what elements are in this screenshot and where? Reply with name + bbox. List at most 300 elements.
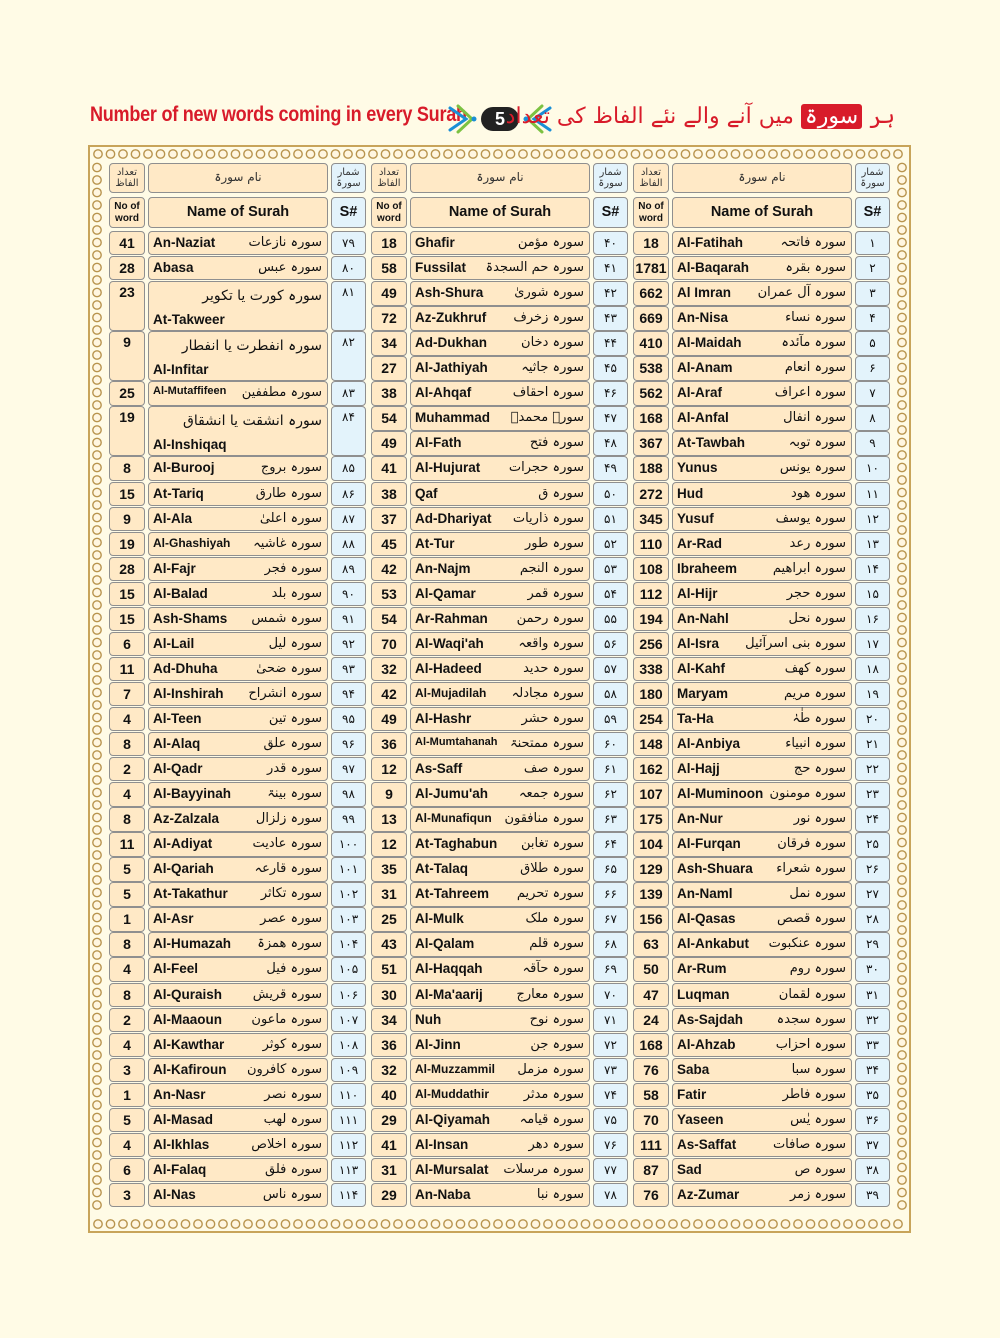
surah-number: ۹۶ <box>342 737 355 751</box>
word-count: 42 <box>381 560 397 577</box>
surah-name-cell <box>148 807 328 831</box>
word-count: 34 <box>381 335 397 352</box>
surah-number-cell <box>331 882 366 906</box>
word-count: 4 <box>123 1036 131 1053</box>
surah-number-cell <box>593 857 628 881</box>
surah-name-urdu: سورہ توبہ <box>788 435 846 451</box>
border-dot <box>93 663 101 671</box>
word-count: 31 <box>381 1161 397 1178</box>
word-count-cell <box>371 431 407 455</box>
word-count: 32 <box>381 1061 397 1078</box>
word-count-cell <box>633 957 669 981</box>
surah-name-urdu: سورہ زخرف <box>513 310 584 326</box>
surah-number: ۹ <box>869 436 876 451</box>
border-dot <box>898 726 906 734</box>
border-dot <box>331 150 339 158</box>
border-dot <box>898 451 906 459</box>
header-count-english-text: No of word <box>638 201 664 224</box>
surah-number-cell <box>593 381 628 405</box>
surah-name-english: At-Tahreem <box>415 886 490 902</box>
word-count: 87 <box>643 1161 659 1178</box>
border-dot <box>469 1220 477 1228</box>
border-dot <box>93 1151 101 1159</box>
word-count-cell <box>633 757 669 781</box>
surah-name-urdu: سورہ کوثر <box>262 1036 322 1052</box>
surah-name-cell <box>672 256 852 280</box>
border-dot <box>619 1220 627 1228</box>
header-sno-english <box>593 197 628 228</box>
border-dot <box>93 301 101 309</box>
border-dot <box>694 150 702 158</box>
surah-name-cell <box>410 306 590 330</box>
surah-number-cell <box>593 306 628 330</box>
word-count: 8 <box>123 736 131 752</box>
surah-name-english: Al-Qariah <box>153 861 214 877</box>
surah-name-english: Al-Ahzab <box>677 1036 736 1052</box>
surah-number-cell <box>331 456 366 480</box>
border-dot <box>894 1220 902 1228</box>
surah-name-urdu: سورہ طور <box>525 535 584 551</box>
word-count: 9 <box>123 334 131 351</box>
surah-number-cell <box>855 1008 890 1032</box>
surah-number-cell <box>331 1108 366 1132</box>
word-count: 3 <box>123 1186 131 1203</box>
word-count-cell <box>633 1108 669 1132</box>
surah-number-cell <box>331 231 366 255</box>
border-dot <box>294 150 302 158</box>
word-count-cell <box>109 682 145 706</box>
surah-name-english: At-Takathur <box>153 886 228 902</box>
word-count: 31 <box>381 886 397 903</box>
surah-number: ۸۲ <box>342 335 355 350</box>
page-title-english: Number of new words coming in every Surah <box>90 103 467 126</box>
surah-name-english: An-Nisa <box>677 310 729 326</box>
border-dot <box>119 150 127 158</box>
border-dot <box>131 1220 139 1228</box>
word-count: 562 <box>639 385 663 402</box>
surah-number: ۳۳ <box>866 1037 879 1052</box>
surah-name-cell <box>148 1108 328 1132</box>
border-dot <box>898 1063 906 1071</box>
surah-name-urdu: سورہ اعراف <box>774 385 846 401</box>
surah-number-cell <box>855 782 890 806</box>
surah-number: ۴۴ <box>604 336 617 351</box>
surah-name-cell <box>672 632 852 656</box>
surah-name-english: Al-Hashr <box>415 710 472 726</box>
header-name-urdu-text: نام سورۃ <box>738 170 786 184</box>
header-name-urdu <box>148 163 328 193</box>
word-count-cell <box>371 707 407 731</box>
surah-name-cell <box>410 532 590 556</box>
surah-name-urdu: سورہ محمدؐ <box>510 410 584 426</box>
surah-number-cell <box>855 582 890 606</box>
surah-number: ۶۶ <box>604 887 617 902</box>
border-dot <box>898 976 906 984</box>
word-count-cell <box>371 1008 407 1032</box>
surah-name-urdu: سورہ شوریٰ <box>514 285 584 301</box>
surah-number: ۳۹ <box>866 1187 879 1202</box>
border-dot <box>394 150 402 158</box>
word-count: 28 <box>119 560 135 577</box>
border-dot <box>93 513 101 521</box>
surah-name-urdu: سورہ ابراھیم <box>772 560 846 576</box>
border-dot <box>881 1220 889 1228</box>
surah-name-urdu: سورہ حم السجدۃ <box>485 260 584 276</box>
surah-name-cell <box>148 256 328 280</box>
surah-name-english: Al-Alaq <box>153 736 201 751</box>
surah-name-english: Ad-Dukhan <box>415 335 487 351</box>
surah-name-cell <box>672 983 852 1007</box>
surah-name-cell <box>672 1133 852 1157</box>
border-dot <box>731 150 739 158</box>
border-dot <box>898 1101 906 1109</box>
border-dot <box>456 1220 464 1228</box>
surah-number-cell <box>331 532 366 556</box>
header-count-urdu <box>371 163 407 193</box>
word-count-cell <box>371 256 407 280</box>
word-count-cell <box>109 632 145 656</box>
surah-name-urdu: سورہ حشر <box>521 710 584 726</box>
surah-number-cell <box>593 657 628 681</box>
surah-name-cell <box>672 832 852 856</box>
surah-name-cell <box>672 582 852 606</box>
border-dot <box>756 150 764 158</box>
surah-name-cell <box>672 707 852 731</box>
word-count-cell <box>371 532 407 556</box>
border-dot <box>93 838 101 846</box>
border-dot <box>898 1038 906 1046</box>
border-dot <box>93 401 101 409</box>
border-dot <box>93 563 101 571</box>
surah-name-cell <box>410 707 590 731</box>
border-dot <box>898 688 906 696</box>
word-count-cell <box>371 456 407 480</box>
surah-name-urdu: سورہ فاطر <box>782 1086 846 1102</box>
border-dot <box>706 1220 714 1228</box>
surah-name-cell <box>672 782 852 806</box>
word-count: 40 <box>381 1086 397 1103</box>
border-dot <box>93 851 101 859</box>
header-count-urdu-text: تعداد الفاظ <box>377 167 401 189</box>
border-dot <box>898 476 906 484</box>
surah-number: ۳ <box>869 286 876 301</box>
surah-name-english: Nuh <box>415 1011 442 1027</box>
border-dot <box>819 1220 827 1228</box>
surah-name-urdu: سورہ عصر <box>260 911 322 927</box>
surah-number-cell <box>593 1083 628 1107</box>
surah-name-english: Al-Balad <box>153 585 208 601</box>
surah-number: ۶۵ <box>604 862 617 877</box>
border-dot <box>898 326 906 334</box>
word-count-cell <box>633 557 669 581</box>
surah-name-cell <box>148 983 328 1007</box>
surah-number: ۸۴ <box>342 410 355 425</box>
surah-number: ۵۲ <box>604 536 617 551</box>
surah-number-cell <box>331 1183 366 1207</box>
border-dot <box>898 963 906 971</box>
word-count-cell <box>371 1058 407 1082</box>
header-count-english <box>371 197 407 228</box>
surah-number-cell <box>331 507 366 531</box>
border-dot <box>806 1220 814 1228</box>
word-count-cell <box>371 1033 407 1057</box>
surah-name-english: Az-Zumar <box>677 1186 740 1202</box>
word-count-cell <box>633 431 669 455</box>
header-name-english <box>672 197 852 228</box>
header-sno-urdu <box>331 163 366 193</box>
border-dot <box>898 926 906 934</box>
surah-name-urdu: سورہ نحل <box>788 610 846 626</box>
surah-number: ۳۶ <box>866 1112 879 1127</box>
word-count: 111 <box>640 1136 662 1153</box>
surah-number: ۲۷ <box>866 887 879 902</box>
word-count: 37 <box>381 510 397 527</box>
surah-name-cell <box>148 557 328 581</box>
surah-number-cell <box>855 657 890 681</box>
border-dot <box>898 938 906 946</box>
border-dot <box>93 926 101 934</box>
surah-number: ۵۱ <box>604 511 617 526</box>
surah-number: ۳۱ <box>866 987 879 1002</box>
surah-number: ۲۳ <box>866 787 879 802</box>
border-dot <box>93 701 101 709</box>
surah-name-urdu: سورہ مریم <box>783 685 846 701</box>
word-count: 4 <box>123 1136 131 1153</box>
border-dot <box>93 313 101 321</box>
surah-name-english: Al-Munafiqun <box>415 811 492 826</box>
surah-name-english: An-Naml <box>677 886 733 902</box>
border-dot <box>93 1163 101 1171</box>
word-count: 41 <box>381 1136 397 1153</box>
surah-number-cell <box>855 983 890 1007</box>
border-dot <box>856 1220 864 1228</box>
border-dot <box>844 150 852 158</box>
border-dot <box>93 938 101 946</box>
surah-name-urdu: سورہ ص <box>794 1161 846 1177</box>
surah-name-urdu: سورہ نبا <box>536 1186 584 1202</box>
surah-number: ۱۰۶ <box>338 987 359 1002</box>
header-sno-english <box>331 197 366 228</box>
border-dot <box>898 1163 906 1171</box>
word-count: 1781 <box>635 260 667 277</box>
word-count: 6 <box>123 635 131 652</box>
word-count: 58 <box>381 260 397 277</box>
surah-number: ۸۳ <box>342 386 355 401</box>
surah-number-cell <box>593 331 628 355</box>
surah-number: ۶۲ <box>604 787 617 802</box>
surah-name-urdu: سورہ عنکبوت <box>768 936 846 952</box>
border-dot <box>306 1220 314 1228</box>
header-sno-urdu-text: شمار سورۃ <box>860 167 885 189</box>
word-count-cell <box>109 932 145 956</box>
border-dot <box>898 413 906 421</box>
border-dot <box>898 251 906 259</box>
word-count: 76 <box>643 1186 659 1203</box>
surah-name-cell <box>148 231 328 255</box>
surah-name-english: Al-Qadr <box>153 761 203 777</box>
surah-name-english: Al-Anbiya <box>677 736 741 751</box>
word-count-cell <box>109 807 145 831</box>
word-count-cell <box>633 532 669 556</box>
surah-name-urdu: سورہ احزاب <box>775 1036 846 1052</box>
word-count-cell <box>371 1108 407 1132</box>
border-dot <box>844 1220 852 1228</box>
surah-number: ۲۰ <box>866 711 879 726</box>
word-count-cell <box>109 231 145 255</box>
surah-name-cell <box>672 607 852 631</box>
word-count-cell <box>633 632 669 656</box>
word-count-cell <box>109 381 145 405</box>
surah-number: ۱۱۰ <box>338 1087 359 1102</box>
border-dot <box>93 763 101 771</box>
surah-name-urdu: سورہ ماعون <box>251 1011 322 1027</box>
surah-number: ۱۶ <box>866 611 879 626</box>
border-dot <box>319 1220 327 1228</box>
surah-number-cell <box>331 657 366 681</box>
border-dot <box>898 538 906 546</box>
word-count-cell <box>371 507 407 531</box>
surah-number-cell <box>855 431 890 455</box>
surah-name-cell <box>148 1058 328 1082</box>
border-dot <box>506 1220 514 1228</box>
surah-name-urdu: سورہ منافقون <box>504 811 584 827</box>
border-dot <box>406 1220 414 1228</box>
word-count-cell <box>109 256 145 280</box>
surah-name-cell <box>410 1158 590 1182</box>
word-count: 8 <box>123 986 131 1003</box>
word-count-cell <box>633 807 669 831</box>
border-dot <box>93 1038 101 1046</box>
surah-name-urdu: سورہ نور <box>793 811 846 827</box>
border-dot <box>93 988 101 996</box>
word-count: 2 <box>123 1011 131 1028</box>
surah-name-cell <box>410 281 590 305</box>
word-count-cell <box>633 607 669 631</box>
border-dot <box>898 788 906 796</box>
surah-name-urdu: سورہ تحریم <box>516 886 584 902</box>
surah-name-cell <box>672 281 852 305</box>
border-dot <box>898 301 906 309</box>
surah-number-cell <box>593 557 628 581</box>
surah-name-urdu: سورہ بنی اسرآئیل <box>745 635 846 651</box>
word-count-cell <box>109 757 145 781</box>
word-count-cell <box>371 682 407 706</box>
border-dot <box>731 1220 739 1228</box>
surah-name-english: Al-Hadeed <box>415 660 482 676</box>
border-dot <box>93 251 101 259</box>
surah-name-english: Al-Inshiqaq <box>153 436 227 452</box>
border-dot <box>898 613 906 621</box>
surah-number-cell <box>331 682 366 706</box>
border-dot <box>106 1220 114 1228</box>
word-count: 11 <box>119 660 135 677</box>
surah-number-cell <box>855 381 890 405</box>
border-dot <box>93 1101 101 1109</box>
border-dot <box>431 150 439 158</box>
word-count: 38 <box>381 485 397 502</box>
border-dot <box>369 150 377 158</box>
word-count-cell <box>109 1058 145 1082</box>
header-sno-urdu-text: شمار سورۃ <box>598 167 623 189</box>
surah-number-cell <box>855 1083 890 1107</box>
surah-name-urdu: سورہ نساء <box>785 310 846 326</box>
word-count: 669 <box>639 310 663 327</box>
word-count-cell <box>371 957 407 981</box>
surah-name-urdu: سورہ اعلیٰ <box>259 510 322 526</box>
border-dot <box>419 1220 427 1228</box>
border-dot <box>281 150 289 158</box>
border-dot <box>898 888 906 896</box>
surah-name-urdu: سورہ رعد <box>789 535 846 551</box>
surah-name-cell <box>410 757 590 781</box>
surah-name-cell <box>148 281 328 331</box>
border-dot <box>519 150 527 158</box>
surah-name-english: Ar-Rahman <box>415 610 488 626</box>
surah-name-english: Al-Nas <box>153 1186 196 1202</box>
border-dot <box>898 588 906 596</box>
border-dot <box>93 688 101 696</box>
surah-name-cell <box>672 1033 852 1057</box>
surah-number-cell <box>331 757 366 781</box>
word-count: 49 <box>381 710 397 727</box>
word-count: 49 <box>381 285 397 302</box>
border-dot <box>898 338 906 346</box>
word-count: 63 <box>643 936 659 953</box>
word-count: 47 <box>643 986 659 1003</box>
surah-number-cell <box>593 983 628 1007</box>
word-count-cell <box>371 983 407 1007</box>
border-dot <box>544 1220 552 1228</box>
surah-name-cell <box>672 1083 852 1107</box>
surah-number-cell <box>855 707 890 731</box>
surah-number-cell <box>593 832 628 856</box>
surah-name-cell <box>672 1108 852 1132</box>
surah-name-cell <box>148 707 328 731</box>
border-dot <box>898 388 906 396</box>
border-dot <box>93 238 101 246</box>
surah-number-cell <box>593 1033 628 1057</box>
surah-number: ۷۲ <box>604 1037 617 1052</box>
word-count-cell <box>633 1083 669 1107</box>
word-count: 256 <box>639 635 663 652</box>
surah-name-urdu: سورہ دخان <box>521 335 584 351</box>
surah-name-english: At-Talaq <box>415 861 468 877</box>
surah-number: ۵۳ <box>604 561 617 576</box>
border-dot <box>194 150 202 158</box>
surah-name-urdu: سورہ زمر <box>789 1186 846 1202</box>
surah-name-cell <box>148 857 328 881</box>
surah-name-english: An-Nasr <box>153 1086 206 1102</box>
surah-number: ۱۰۹ <box>338 1062 359 1077</box>
border-dot <box>544 150 552 158</box>
word-count-cell <box>633 256 669 280</box>
word-count: 23 <box>119 284 135 301</box>
surah-name-english: Al-Lail <box>153 635 195 651</box>
border-dot <box>881 150 889 158</box>
surah-number: ۹۱ <box>342 611 355 626</box>
surah-name-cell <box>672 807 852 831</box>
surah-number-cell <box>855 231 890 255</box>
surah-number-cell <box>593 607 628 631</box>
word-count-cell <box>633 682 669 706</box>
surah-name-cell <box>672 732 852 756</box>
word-count-cell <box>109 1158 145 1182</box>
border-dot <box>898 813 906 821</box>
surah-number: ۸۵ <box>342 461 355 476</box>
surah-number-cell <box>331 607 366 631</box>
border-dot <box>469 150 477 158</box>
border-dot <box>93 613 101 621</box>
